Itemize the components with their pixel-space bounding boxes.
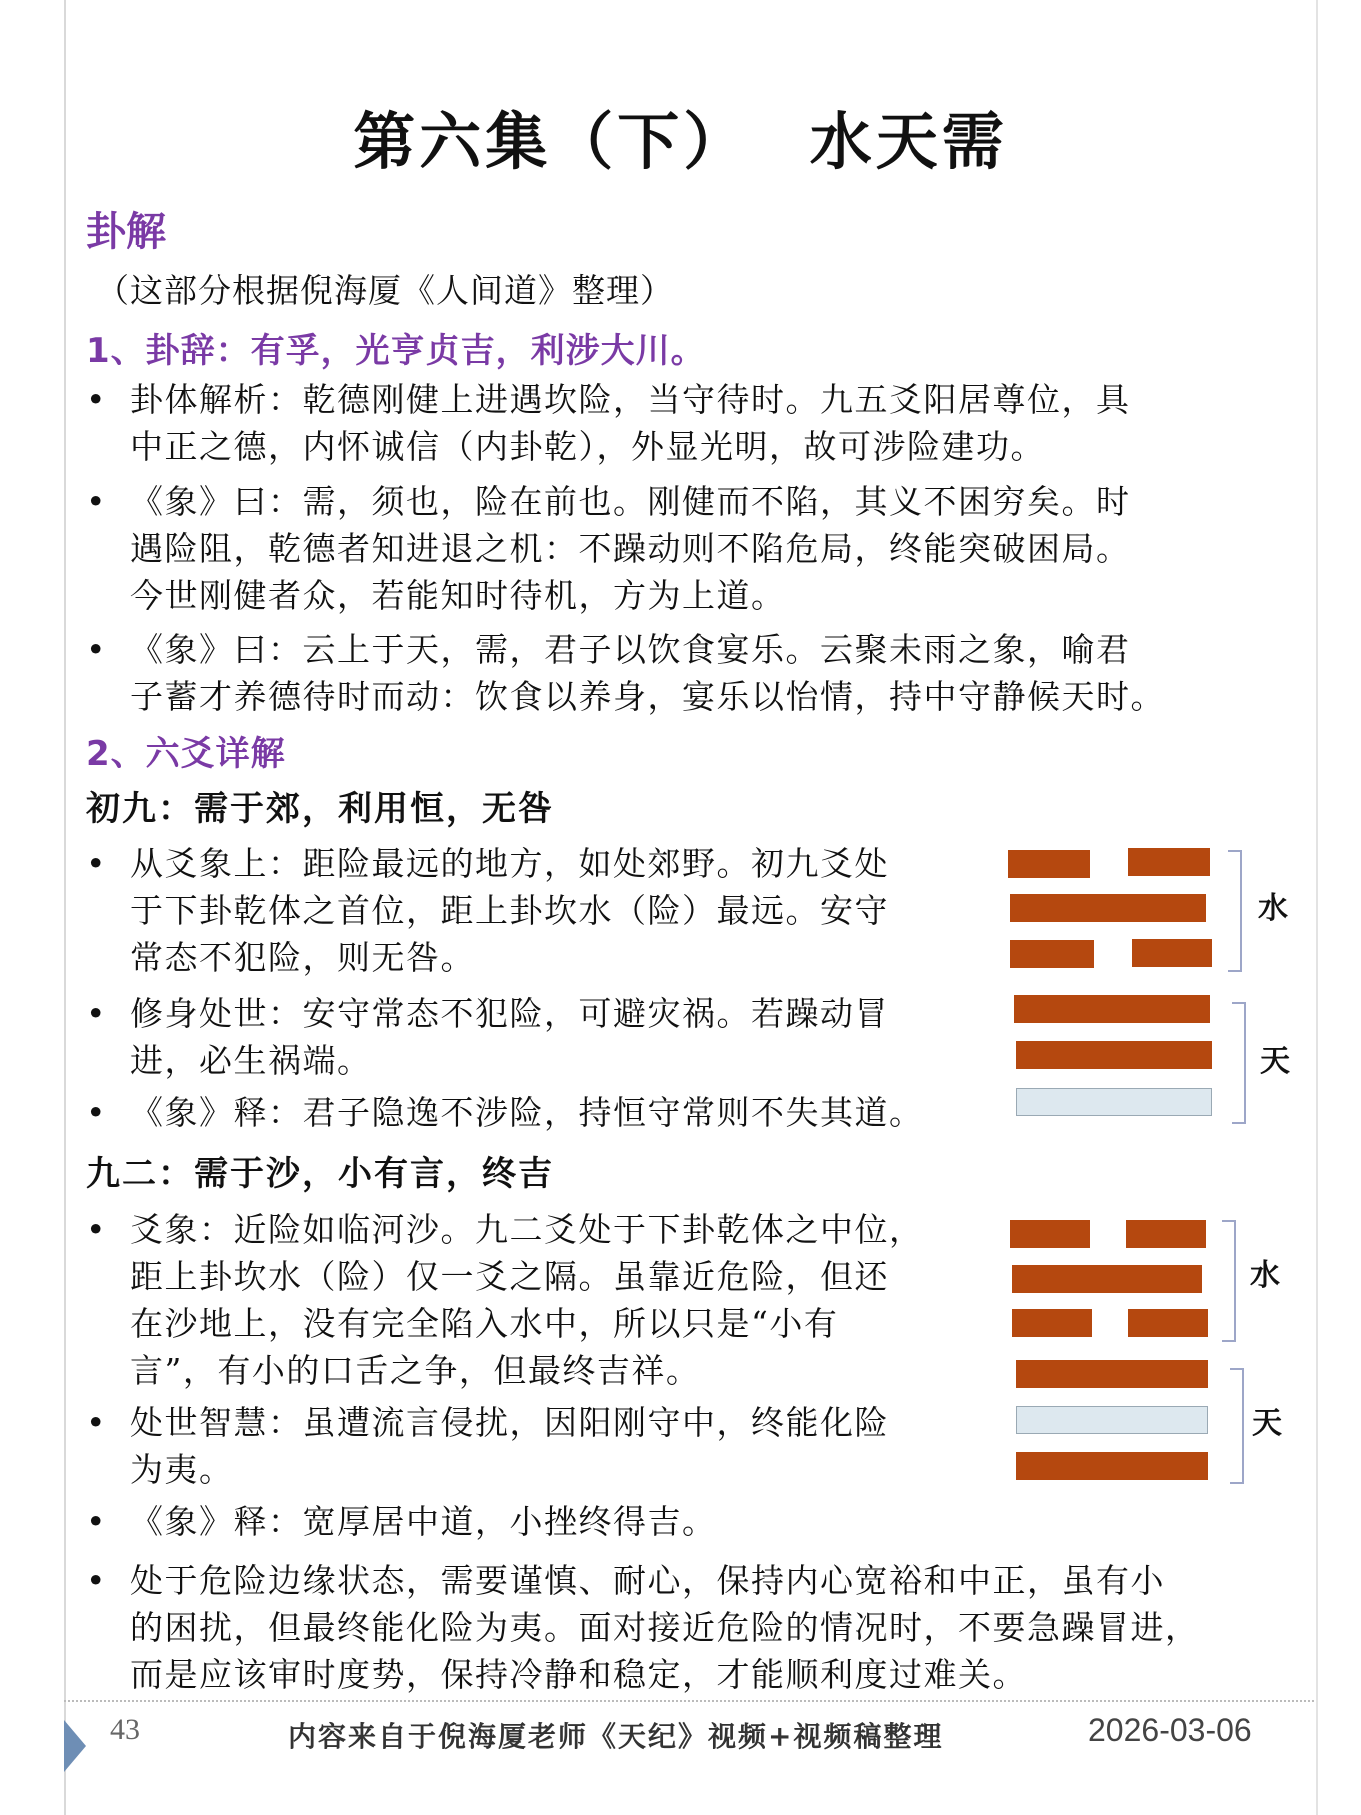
source-note: （这部分根据倪海厦《人间道》整理）	[96, 271, 674, 310]
list-item	[86, 1399, 889, 1493]
lower-trigram-label: 天	[1260, 1044, 1290, 1079]
left-margin-rule	[64, 0, 66, 1815]
yin-line-left	[1012, 1309, 1092, 1337]
hexagram-diagram	[1000, 1208, 1320, 1508]
lower-trigram-bracket	[1232, 1002, 1246, 1124]
list-line: 处于危险边缘状态，需要谨慎、耐心，保持内心宽裕和中正，虽有小	[130, 1561, 1165, 1600]
bullet-dot: •	[86, 380, 107, 419]
list-line: 距上卦坎水（险）仅一爻之隔。虽靠近危险，但还	[130, 1257, 889, 1296]
list-line: 今世刚健者众，若能知时待机，方为上道。	[130, 576, 786, 615]
list-line: 进，必生祸端。	[130, 1041, 372, 1080]
list-item	[86, 376, 1131, 470]
yang-line	[1014, 995, 1210, 1023]
six-lines-heading: 2、六爻详解	[86, 734, 286, 774]
highlighted-yang-line	[1016, 1406, 1208, 1434]
list-item	[86, 840, 889, 981]
bullet-dot: •	[86, 1502, 107, 1541]
section-heading: 卦解	[86, 209, 166, 255]
judgment-heading: 1、卦辞：有孚，光亨贞吉，利涉大川。	[86, 331, 706, 371]
yin-line-left	[1010, 940, 1094, 968]
yang-line	[1012, 1265, 1202, 1293]
yin-line-left	[1008, 850, 1090, 878]
list-item	[86, 1206, 924, 1394]
list-line: 的困扰，但最终能化险为夷。面对接近危险的情况时，不要急躁冒进，	[130, 1608, 1200, 1647]
yin-line-right	[1132, 939, 1212, 967]
list-line: 修身处世：安守常态不犯险，可避灾祸。若躁动冒	[130, 994, 889, 1033]
bullet-dot: •	[86, 482, 107, 521]
list-item	[86, 990, 889, 1084]
list-item	[86, 478, 1131, 619]
line1-title: 初九：需于郊，利用恒，无咎	[86, 789, 554, 829]
upper-trigram-bracket	[1222, 1220, 1236, 1342]
list-line: 从爻象上：距险最远的地方，如处郊野。初九爻处	[130, 844, 889, 883]
yin-line-right	[1128, 848, 1210, 876]
list-item	[86, 626, 1165, 720]
list-line: 《象》释：宽厚居中道，小挫终得吉。	[130, 1502, 717, 1541]
list-line: 遇险阻，乾德者知进退之机：不躁动则不陷危局，终能突破困局。	[130, 529, 1131, 568]
yang-line	[1016, 1041, 1212, 1069]
upper-trigram-label: 水	[1250, 1258, 1280, 1293]
list-line: 《象》曰：云上于天，需，君子以饮食宴乐。云聚未雨之象，喻君	[130, 630, 1131, 669]
list-line: 于下卦乾体之首位，距上卦坎水（险）最远。安守	[130, 891, 889, 930]
page-title: 第六集（下） 水天需	[353, 105, 1008, 178]
list-line: 为夷。	[130, 1450, 234, 1489]
list-line: 爻象：近险如临河沙。九二爻处于下卦乾体之中位，	[130, 1210, 924, 1249]
line2-title: 九二：需于沙，小有言，终吉	[86, 1154, 554, 1194]
bullet-dot: •	[86, 1403, 107, 1442]
yang-line	[1010, 894, 1206, 922]
hexagram-diagram	[1000, 838, 1320, 1138]
next-page-arrow-icon[interactable]	[64, 1720, 86, 1772]
yin-line-right	[1126, 1220, 1206, 1248]
list-line: 《象》释：君子隐逸不涉险，持恒守常则不失其道。	[130, 1093, 924, 1132]
yin-line-left	[1010, 1220, 1090, 1248]
highlighted-yang-line	[1016, 1088, 1212, 1116]
list-item	[86, 1498, 717, 1545]
list-line: 常态不犯险，则无咎。	[130, 938, 475, 977]
upper-trigram-label: 水	[1258, 891, 1288, 926]
bullet-dot: •	[86, 1093, 107, 1132]
upper-trigram-bracket	[1228, 850, 1242, 972]
bullet-dot: •	[86, 630, 107, 669]
footer-source: 内容来自于倪海厦老师《天纪》视频+视频稿整理	[288, 1720, 944, 1753]
list-line: 处世智慧：虽遭流言侵扰，因阳刚守中，终能化险	[130, 1403, 889, 1442]
bullet-dot: •	[86, 994, 107, 1033]
page-number: 43	[110, 1713, 140, 1746]
yin-line-right	[1128, 1309, 1208, 1337]
yang-line	[1016, 1360, 1208, 1388]
list-line: 言”，有小的口舌之争，但最终吉祥。	[130, 1351, 701, 1390]
list-item	[86, 1557, 1200, 1698]
list-line: 《象》曰：需，须也，险在前也。刚健而不陷，其义不困穷矣。时	[130, 482, 1131, 521]
list-line: 卦体解析：乾德刚健上进遇坎险，当守待时。九五爻阳居尊位，具	[130, 380, 1131, 419]
list-line: 在沙地上，没有完全陷入水中，所以只是“小有	[130, 1304, 839, 1343]
footer-divider	[64, 1700, 1314, 1702]
bullet-dot: •	[86, 1210, 107, 1249]
lower-trigram-label: 天	[1252, 1406, 1282, 1441]
bullet-dot: •	[86, 844, 107, 883]
list-line: 子蓄才养德待时而动：饮食以养身，宴乐以怡情，持中守静候天时。	[130, 677, 1165, 716]
yang-line	[1016, 1452, 1208, 1480]
bullet-dot: •	[86, 1561, 107, 1600]
list-line: 中正之德，内怀诚信（内卦乾），外显光明，故可涉险建功。	[130, 427, 1045, 466]
lower-trigram-bracket	[1230, 1368, 1244, 1484]
list-line: 而是应该审时度势，保持冷静和稳定，才能顺利度过难关。	[130, 1655, 1027, 1694]
list-item	[86, 1089, 924, 1136]
footer-date: 2026-03-06	[1088, 1712, 1252, 1748]
